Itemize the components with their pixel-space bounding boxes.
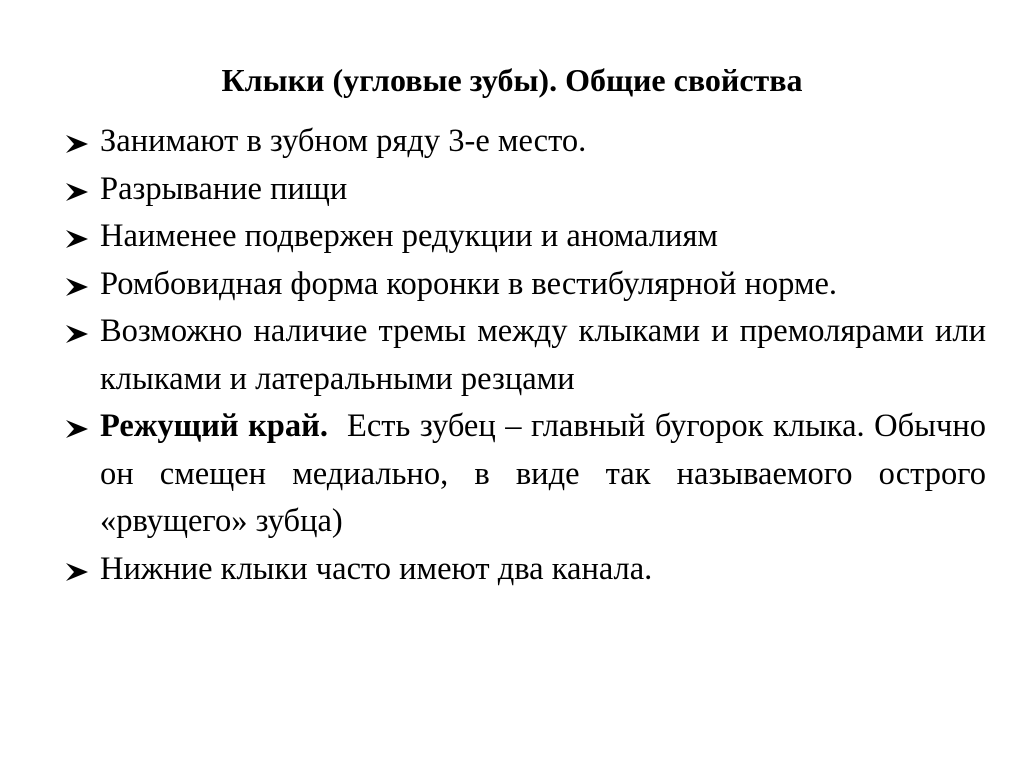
bullet-text: Есть зубец – главный бугорок клыка. Обычно он смещен медиально, в виде так называемого острого «рвущего» зубца) — [100, 408, 995, 539]
bullet-item — [64, 118, 986, 166]
bullet-text: Наименее подвержен редукции и аномалиям — [100, 218, 718, 254]
bullet-text: Занимают в зубном ряду 3-е место. — [100, 123, 587, 159]
arrowhead-bullet-icon — [64, 324, 94, 344]
bullet-bold-lead: Режущий край. — [100, 408, 328, 444]
bullet-item — [64, 546, 986, 594]
arrowhead-bullet-icon — [64, 277, 94, 297]
bullet-text: Ромбовидная форма коронки в вестибулярной норме. — [100, 265, 838, 302]
bullet-item — [64, 308, 986, 403]
arrowhead-bullet-icon — [64, 562, 94, 582]
bullet-text: Разрывание пищи — [100, 170, 348, 207]
bullet-item — [64, 213, 986, 261]
arrowhead-bullet-icon — [64, 229, 94, 249]
bullet-text: Возможно наличие тремы между клыками и премолярами или клыками и латеральными резцами — [100, 313, 986, 397]
arrowhead-bullet-icon — [64, 134, 94, 154]
bullet-text: Нижние клыки часто имеют два канала. — [100, 550, 653, 587]
bullet-item — [64, 166, 986, 214]
arrowhead-bullet-icon — [64, 419, 94, 439]
bullet-item — [64, 403, 995, 546]
arrowhead-bullet-icon — [64, 182, 94, 202]
bullet-list — [64, 118, 995, 593]
bullet-item — [64, 261, 986, 309]
slide-title: Клыки (угловые зубы). Общие свойства — [221, 62, 803, 98]
